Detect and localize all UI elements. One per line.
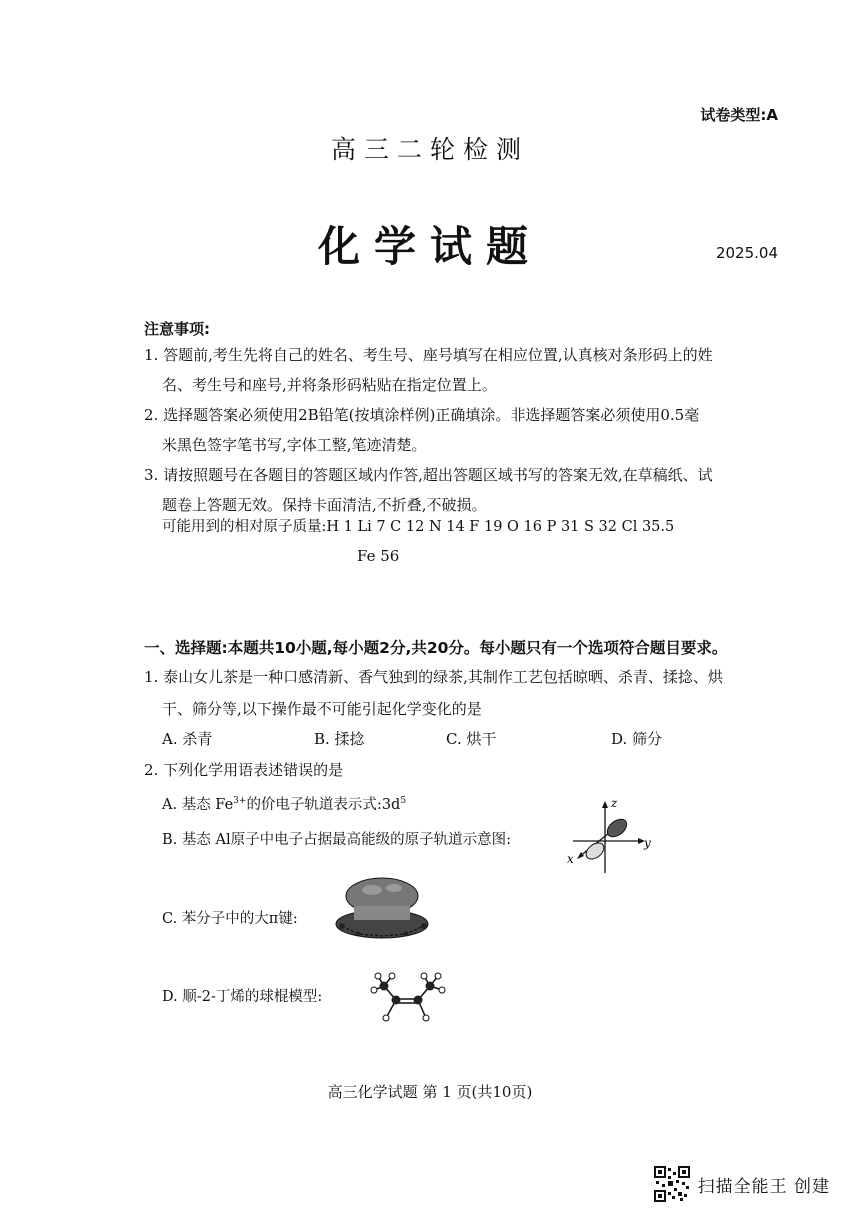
notice-item-1-line-1: 1. 答题前,考生先将自己的姓名、考生号、座号填写在相应位置,认真核对条形码上的姓 [144, 346, 713, 364]
notice-item-2-line-1: 2. 选择题答案必须使用2B铅笔(按填涂样例)正确填涂。非选择题答案必须使用0.5毫 [144, 406, 700, 424]
page-title: 化学试题 [317, 222, 542, 271]
notice-item-3-line-1: 3. 请按照题号在各题目的答题区域内作答,超出答题区域书写的答案无效,在草稿纸、试 [144, 466, 713, 484]
paper-type: 试卷类型:A [700, 106, 778, 124]
q2-option-a-middle: 的价电子轨道表示式:3d [246, 797, 401, 813]
axis-label-x: x [567, 852, 574, 866]
scanner-label: 扫描全能王 创建 [697, 1176, 830, 1197]
atomic-mass-line-2: Fe 56 [357, 547, 400, 565]
page-footer: 高三化学试题 第 1 页(共10页) [327, 1083, 533, 1101]
benzene-pi-bond-model [328, 874, 438, 944]
qr-code-icon [654, 1166, 690, 1202]
axis-label-y: y [644, 836, 651, 850]
notice-item-3-line-2: 题卷上答题无效。保持卡面清洁,不折叠,不破损。 [162, 496, 487, 514]
q2-option-a-prefix: A. 基态 Fe [162, 797, 234, 813]
question-2-stem: 2. 下列化学用语表述错误的是 [144, 761, 344, 779]
notice-item-1-line-2: 名、考生号和座号,并将条形码粘贴在指定位置上。 [162, 376, 497, 394]
q2-option-b: B. 基态 Al原子中电子占据最高能级的原子轨道示意图: [162, 832, 511, 848]
q2-option-a [162, 793, 406, 814]
atomic-mass-line-1: 可能用到的相对原子质量:H 1 Li 7 C 12 N 14 F 19 O 16 P 31 S 32 Cl 35.5 [162, 519, 675, 535]
q1-option-a: A. 杀青 [162, 730, 213, 748]
q2-option-c: C. 苯分子中的大π键: [162, 911, 298, 927]
question-1-line-1: 1. 泰山女儿茶是一种口感清新、香气独到的绿茶,其制作工艺包括晾晒、杀青、揉捻、烘 [144, 668, 723, 686]
q1-option-c: C. 烘干 [446, 730, 497, 748]
notice-heading: 注意事项: [144, 320, 210, 338]
series-title: 高三二轮检测 [330, 135, 529, 164]
d-electron-count-superscript: 5 [400, 796, 407, 807]
p-orbital-diagram [565, 795, 655, 875]
exam-date: 2025.04 [715, 244, 778, 262]
notice-item-2-line-2: 米黑色签字笔书写,字体工整,笔迹清楚。 [162, 436, 427, 454]
q1-option-b: B. 揉捻 [314, 730, 365, 748]
q1-option-d: D. 筛分 [611, 730, 663, 748]
question-1-line-2: 干、筛分等,以下操作最不可能引起化学变化的是 [162, 700, 482, 718]
section-1-heading: 一、选择题:本题共10小题,每小题2分,共20分。每小题只有一个选项符合题目要求。 [144, 639, 728, 657]
q2-option-d: D. 顺-2-丁烯的球棍模型: [162, 989, 323, 1005]
cis-2-butene-ball-stick-model [362, 968, 452, 1030]
fe-charge-superscript: 3+ [233, 796, 247, 807]
axis-label-z: z [611, 796, 618, 810]
scanner-watermark [654, 1166, 830, 1202]
